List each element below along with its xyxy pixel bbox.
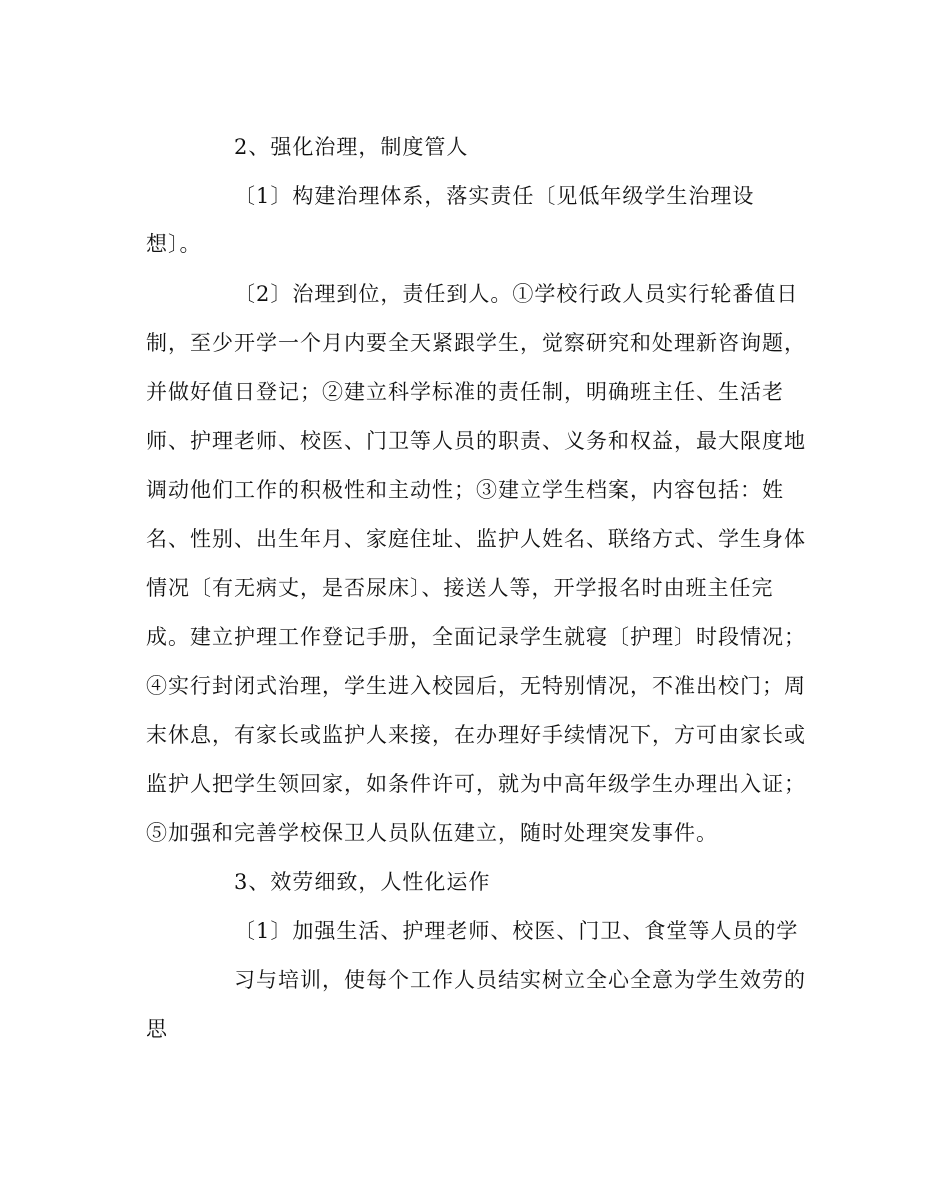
paragraph-line: 制，至少开学一个月内要全天紧跟学生，觉察研究和处理新咨询题，	[146, 331, 806, 355]
paragraph-line: 师、护理老师、校医、门卫等人员的职责、义务和权益，最大限度地	[146, 429, 806, 453]
paragraph-line: 〔2〕治理到位，责任到人。①学校行政人员实行轮番值日	[234, 282, 799, 306]
paragraph-line: 调动他们工作的积极性和主动性；③建立学生档案，内容包括：姓	[146, 478, 784, 502]
paragraph-line: 习与培训，使每个工作人员结实树立全心全意为学生效劳的	[234, 968, 806, 992]
paragraph-line: 想〕。	[146, 232, 202, 256]
paragraph-line: 〔1〕加强生活、护理老师、校医、门卫、食堂等人员的学	[234, 919, 799, 943]
paragraph-line: 〔1〕构建治理体系，落实责任〔见低年级学生治理设	[234, 184, 755, 208]
paragraph-line: 情况〔有无病丈，是否尿床〕、接送人等，开学报名时由班主任完	[146, 576, 774, 600]
paragraph-line: ⑤加强和完善学校保卫人员队伍建立，随时处理突发事件。	[146, 821, 718, 845]
section-heading-3: 3、效劳细致，人性化运作	[234, 870, 491, 894]
paragraph-line: 监护人把学生领回家，如条件许可，就为中高年级学生办理出入证；	[146, 772, 806, 796]
paragraph-line: ④实行封闭式治理，学生进入校园后，无特别情况，不准出校门；周	[146, 674, 806, 698]
paragraph-line: 末休息，有家长或监护人来接，在办理好手续情况下，方可由家长或	[146, 723, 806, 747]
paragraph-line: 思	[146, 1017, 168, 1041]
paragraph-line: 成。建立护理工作登记手册，全面记录学生就寝〔护理〕时段情况；	[146, 625, 806, 649]
paragraph-line: 并做好值日登记；②建立科学标准的责任制，明确班主任、生活老	[146, 380, 784, 404]
section-heading-2: 2、强化治理，制度管人	[234, 135, 469, 159]
paragraph-line: 名、性别、出生年月、家庭住址、监护人姓名、联络方式、学生身体	[146, 527, 806, 551]
